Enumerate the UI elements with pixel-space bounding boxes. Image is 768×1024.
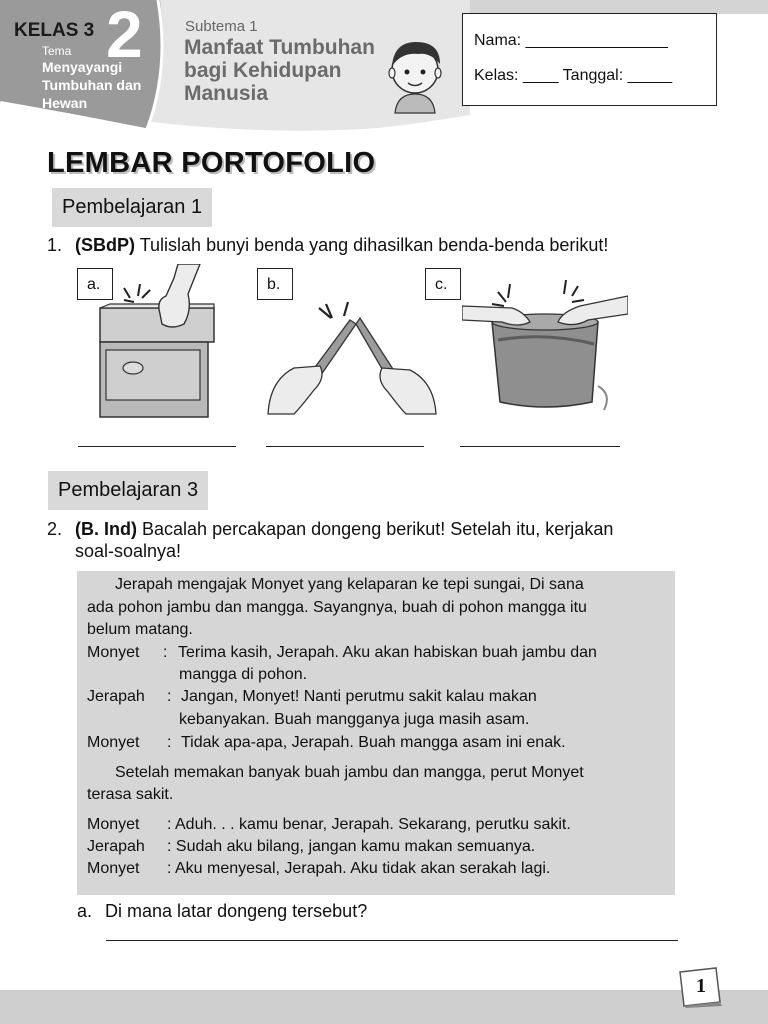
- answer-line-sub-a[interactable]: [106, 940, 678, 941]
- dialog-line: Tidak apa-apa, Jerapah. Buah mangga asam ini enak.: [181, 734, 566, 751]
- dialog-line: : Aku menyesal, Jerapah. Aku tidak akan serakah lagi.: [167, 860, 551, 877]
- tema-label: Tema: [42, 44, 72, 58]
- section-heading-3: Pembelajaran 3: [48, 471, 208, 510]
- sub-question-label: a.: [77, 901, 93, 921]
- dialog-separator: :: [167, 734, 172, 751]
- dialog-speaker: Monyet: [87, 644, 140, 661]
- question-number: 2.: [47, 519, 63, 539]
- student-id-box: [462, 13, 717, 106]
- dialog-line: kebanyakan. Buah mangganya juga masih asam.: [179, 711, 530, 728]
- subtema-label: Subtema 1: [185, 18, 258, 35]
- question-number: 1.: [47, 235, 63, 255]
- item-label-b: b.: [257, 268, 293, 300]
- story-text: belum matang.: [87, 621, 193, 638]
- dialog-speaker: Monyet: [87, 734, 140, 751]
- dialog-speaker: Jerapah: [87, 688, 145, 705]
- item-label-c: c.: [425, 268, 461, 300]
- dialog-line: Terima kasih, Jerapah. Aku akan habiskan buah jambu dan: [178, 644, 597, 661]
- table-drawer-knock-icon: [96, 264, 220, 420]
- sub-question-a: [77, 900, 367, 922]
- story-box: [77, 571, 675, 895]
- nama-field[interactable]: Nama: ________________: [474, 32, 668, 49]
- question-text-line2: soal-soalnya!: [75, 541, 182, 561]
- story-text: terasa sakit.: [87, 786, 174, 803]
- answer-line-b[interactable]: [266, 446, 424, 447]
- story-text: Setelah memakan banyak buah jambu dan mangga, perut Monyet: [115, 764, 584, 781]
- dialog-speaker: Jerapah: [87, 838, 145, 855]
- dialog-line: : Sudah aku bilang, jangan kamu makan semuanya.: [167, 838, 536, 855]
- tema-title: Menyayangi Tumbuhan dan Hewan: [42, 59, 142, 111]
- dialog-separator: :: [163, 644, 168, 661]
- item-label-a: a.: [77, 268, 113, 300]
- story-text: ada pohon jambu dan mangga. Sayangnya, buah di pohon mangga itu: [87, 599, 587, 616]
- dialog-line: Jangan, Monyet! Nanti perutmu sakit kalau makan: [181, 688, 537, 705]
- dialog-separator: :: [167, 688, 172, 705]
- question-2: [47, 518, 727, 562]
- sub-question-text: Di mana latar dongeng tersebut?: [105, 901, 368, 921]
- page-number: 1: [696, 975, 706, 997]
- question-subject: (SBdP): [75, 235, 136, 255]
- answer-line-a[interactable]: [78, 446, 236, 447]
- dialog-speaker: Monyet: [87, 816, 140, 833]
- story-text: Jerapah mengajak Monyet yang kelaparan ke tepi sungai, Di sana: [115, 576, 584, 593]
- answer-line-c[interactable]: [460, 446, 620, 447]
- dialog-speaker: Monyet: [87, 860, 140, 877]
- question-text: Tulislah bunyi benda yang dihasilkan benda-benda berikut!: [135, 235, 609, 255]
- dialog-line: : Aduh. . . kamu benar, Jerapah. Sekarang, perutku sakit.: [167, 816, 571, 833]
- page-title: LEMBAR PORTOFOLIO: [47, 147, 376, 179]
- section-heading-1: Pembelajaran 1: [52, 188, 212, 227]
- subtema-title: Manfaat Tumbuhan bagi Kehidupan Manusia: [184, 36, 375, 105]
- question-1: [47, 234, 608, 256]
- drum-patting-icon: [462, 270, 628, 420]
- footer-band: [0, 990, 768, 1024]
- kelas-label: KELAS 3: [14, 20, 95, 41]
- question-subject: (B. Ind): [75, 519, 138, 539]
- question-text-line1: Bacalah percakapan dongeng berikut! Setelah itu, kerjakan: [137, 519, 614, 539]
- dialog-line: mangga di pohon.: [179, 666, 308, 683]
- kelas-tanggal-field[interactable]: Kelas: ____ Tanggal: _____: [474, 67, 673, 84]
- breaking-stick-icon: [264, 300, 444, 420]
- tema-number: 2: [106, 0, 143, 71]
